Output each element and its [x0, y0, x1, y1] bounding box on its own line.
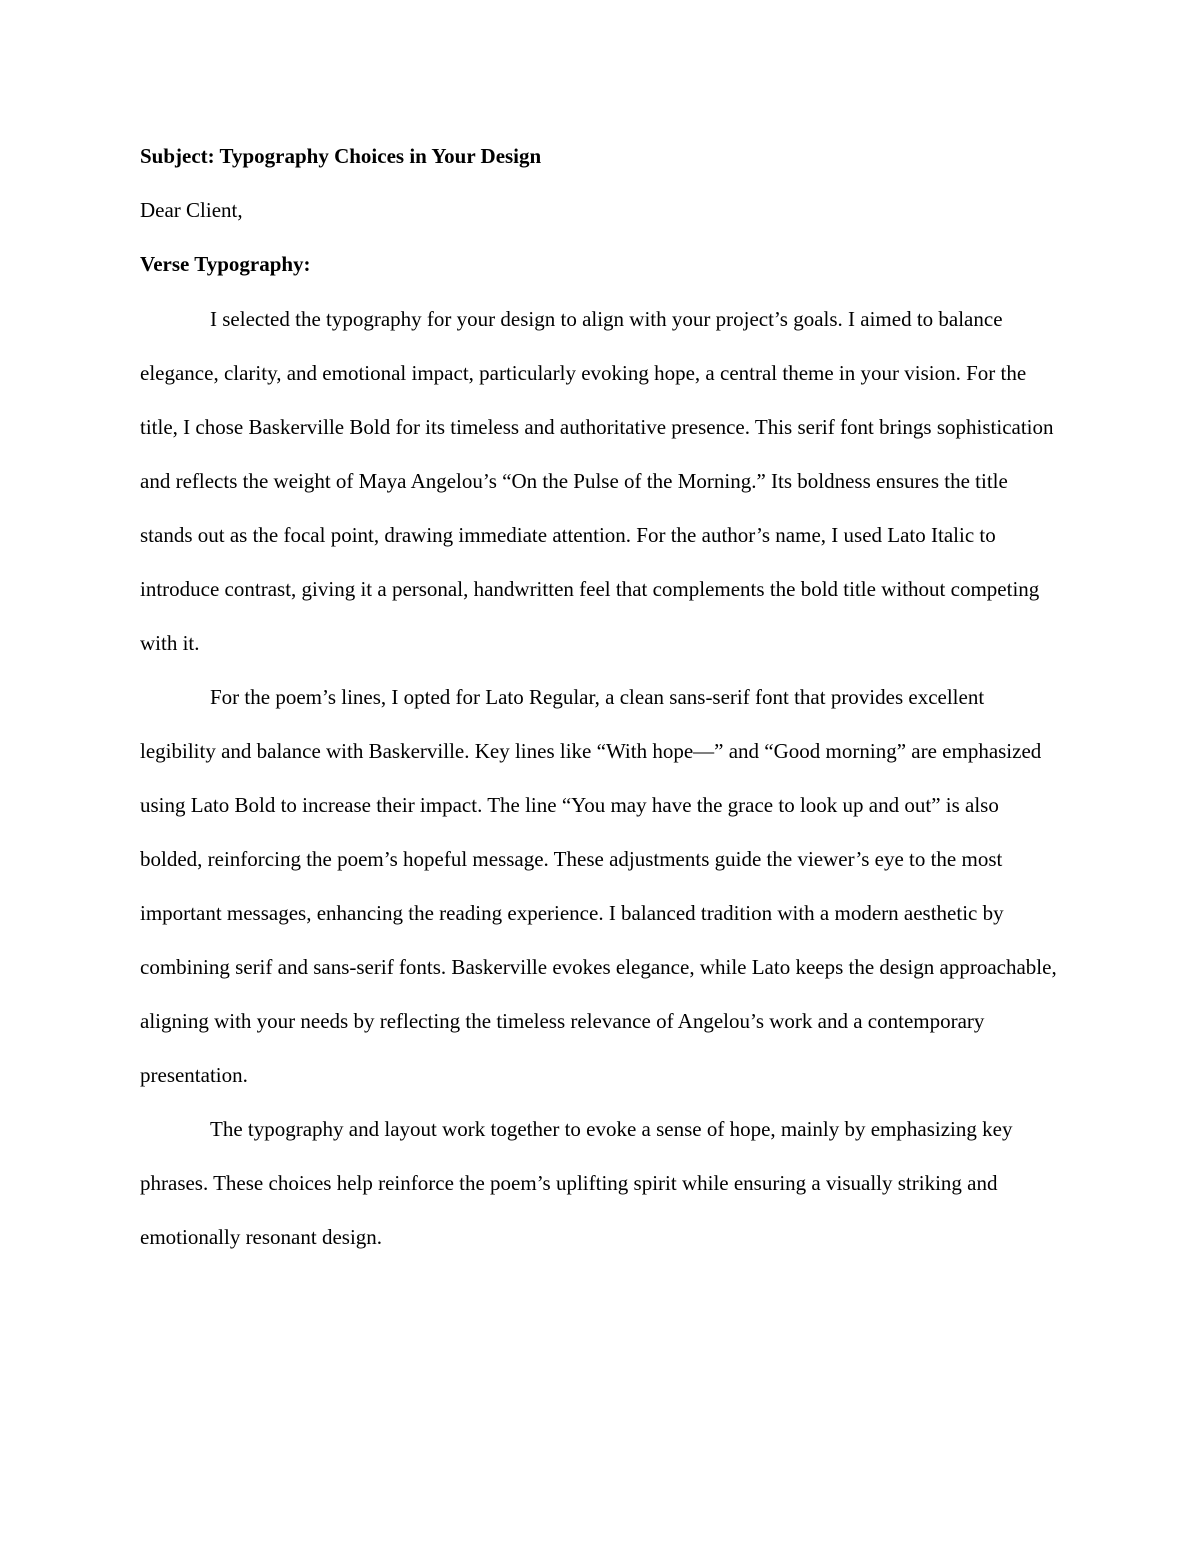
subject-line: Subject: Typography Choices in Your Design: [140, 144, 542, 168]
letter-body: [140, 139, 1061, 1264]
body-paragraph: I selected the typography for your design to align with your project’s goals. I aimed to balance elegance, clarity, and emotional impact, particularly evoking hope, a central theme in your vision. For the title, I chose Baskerville Bold for its timeless and authoritative presence. This serif font brings sophistication and reflects the weight of Maya Angelou’s “On the Pulse of the Morning.” Its boldness ensures the title stands out as the focal point, drawing immediate attention. For the author’s name, I used Lato Italic to introduce contrast, giving it a personal, handwritten feel that complements the bold title without competing with it.: [140, 307, 1054, 655]
body-paragraph: For the poem’s lines, I opted for Lato Regular, a clean sans-serif font that provides excellent legibility and balance with Baskerville. Key lines like “With hope—” and “Good morning” are emphasized using Lato Bold to increase their impact. The line “You may have the grace to look up and out” is also bolded, reinforcing the poem’s hopeful message. These adjustments guide the viewer’s eye to the most important messages, enhancing the reading experience. I balanced tradition with a modern aesthetic by combining serif and sans-serif fonts. Baskerville evokes elegance, while Lato keeps the design approachable, aligning with your needs by reflecting the timeless relevance of Angelou’s work and a contemporary presentation.: [140, 685, 1057, 1087]
section-heading: Verse Typography:: [140, 252, 311, 276]
salutation: Dear Client,: [140, 198, 243, 222]
body-paragraph: The typography and layout work together to evoke a sense of hope, mainly by emphasizing key phrases. These choices help reinforce the poem’s uplifting spirit while ensuring a visually striking and emotionally resonant design.: [140, 1117, 1013, 1249]
